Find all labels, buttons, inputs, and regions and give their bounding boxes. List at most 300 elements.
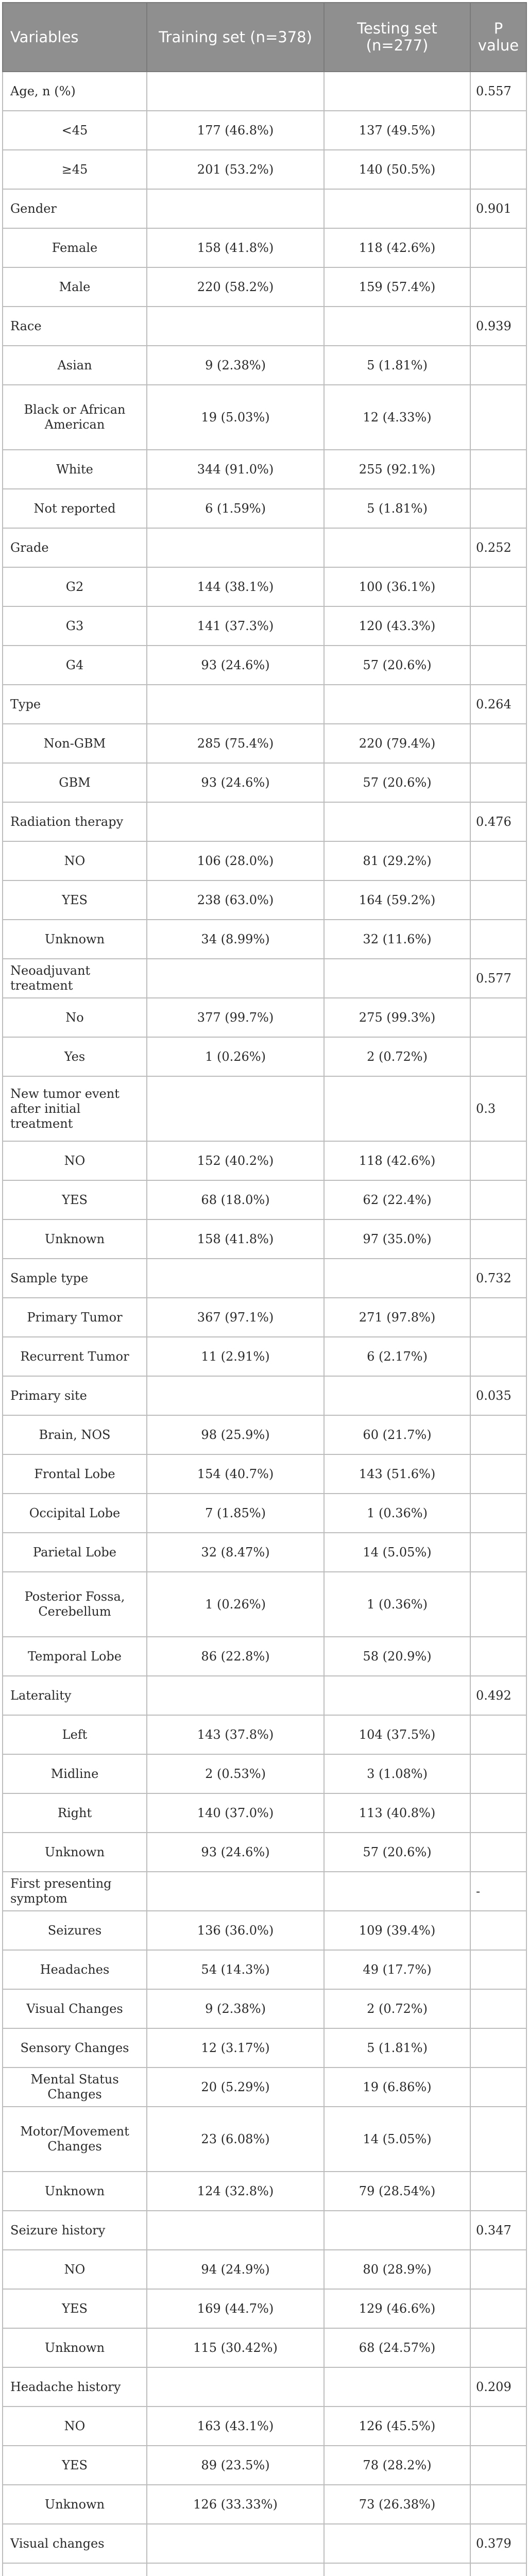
- variable-cell: Male: [3, 267, 147, 307]
- testing-cell: 118 (42.6%): [324, 1141, 470, 1180]
- training-cell: 177 (46.8%): [147, 111, 324, 150]
- p-value-cell: [470, 489, 526, 528]
- testing-cell: 32 (11.6%): [324, 920, 470, 959]
- section-row: [3, 189, 526, 228]
- p-value-cell: [470, 1950, 526, 1989]
- p-value-cell: [470, 920, 526, 959]
- variable-cell: Non-GBM: [3, 724, 147, 763]
- p-value-cell: [470, 763, 526, 802]
- testing-cell: 113 (40.8%): [324, 1793, 470, 1833]
- variable-cell: Unknown: [3, 2485, 147, 2524]
- variable-cell: Asian: [3, 346, 147, 385]
- p-value-cell: [470, 606, 526, 646]
- training-cell: 93 (24.6%): [147, 646, 324, 685]
- header-variables: Variables: [3, 3, 147, 72]
- p-value-cell: [470, 1337, 526, 1376]
- section-row: [3, 1872, 526, 1911]
- training-cell: 19 (5.03%): [147, 385, 324, 450]
- table-row: [3, 998, 526, 1037]
- testing-cell: 5 (1.81%): [324, 346, 470, 385]
- characteristics-table: [2, 2, 527, 2576]
- training-cell: 169 (44.7%): [147, 2289, 324, 2328]
- table-row: [3, 1911, 526, 1950]
- testing-cell: [324, 2524, 470, 2563]
- table-row: [3, 1337, 526, 1376]
- testing-cell: 60 (21.7%): [324, 1415, 470, 1454]
- testing-cell: 97 (35.0%): [324, 1219, 470, 1259]
- table-row: [3, 841, 526, 880]
- table-row: [3, 2446, 526, 2485]
- p-value-cell: [470, 2172, 526, 2211]
- training-cell: [147, 189, 324, 228]
- p-value-cell: [470, 1754, 526, 1793]
- variable-cell: Headache history: [3, 2367, 147, 2406]
- training-cell: 115 (30.42%): [147, 2328, 324, 2367]
- testing-cell: 109 (39.4%): [324, 1911, 470, 1950]
- table-row: [3, 567, 526, 606]
- variable-cell: [3, 2563, 147, 2576]
- variable-cell: Laterality: [3, 1676, 147, 1715]
- table-row: [3, 1833, 526, 1872]
- variable-cell: Primary Tumor: [3, 1298, 147, 1337]
- testing-cell: 1 (0.36%): [324, 1494, 470, 1533]
- training-cell: [147, 72, 324, 111]
- training-cell: [147, 2563, 324, 2576]
- testing-cell: [324, 2211, 470, 2250]
- variable-cell: Brain, NOS: [3, 1415, 147, 1454]
- variable-cell: Unknown: [3, 2328, 147, 2367]
- variable-cell: ≥45: [3, 150, 147, 189]
- testing-cell: 137 (49.5%): [324, 111, 470, 150]
- testing-cell: [324, 1872, 470, 1911]
- table-row: [3, 1793, 526, 1833]
- p-value-cell: [470, 1494, 526, 1533]
- table-row: [3, 646, 526, 685]
- p-value-cell: [470, 1533, 526, 1572]
- table-row: [3, 920, 526, 959]
- variable-cell: NO: [3, 841, 147, 880]
- testing-cell: 2 (0.72%): [324, 1037, 470, 1076]
- variable-cell: Yes: [3, 1037, 147, 1076]
- testing-cell: 78 (28.2%): [324, 2446, 470, 2485]
- variable-cell: Headaches: [3, 1950, 147, 1989]
- testing-cell: 6 (2.17%): [324, 1337, 470, 1376]
- table-row: [3, 2028, 526, 2067]
- p-value-cell: 0.492: [470, 1676, 526, 1715]
- testing-cell: 159 (57.4%): [324, 267, 470, 307]
- table-row: [3, 111, 526, 150]
- training-cell: 136 (36.0%): [147, 1911, 324, 1950]
- testing-cell: [324, 307, 470, 346]
- section-row: [3, 307, 526, 346]
- p-value-cell: [470, 1715, 526, 1754]
- variable-cell: Age, n (%): [3, 72, 147, 111]
- table-row: [3, 150, 526, 189]
- table-row: [3, 2172, 526, 2211]
- training-cell: 106 (28.0%): [147, 841, 324, 880]
- section-row: [3, 2524, 526, 2563]
- testing-cell: 57 (20.6%): [324, 763, 470, 802]
- p-value-cell: [470, 1793, 526, 1833]
- testing-cell: 57 (20.6%): [324, 646, 470, 685]
- variable-cell: Mental Status Changes: [3, 2067, 147, 2107]
- training-cell: 93 (24.6%): [147, 763, 324, 802]
- p-value-cell: [470, 646, 526, 685]
- table-row: [3, 385, 526, 450]
- table-row: [3, 346, 526, 385]
- testing-cell: 143 (51.6%): [324, 1454, 470, 1494]
- training-cell: [147, 1872, 324, 1911]
- section-row: [3, 528, 526, 567]
- p-value-cell: 0.379: [470, 2524, 526, 2563]
- table-row: [3, 2563, 526, 2576]
- testing-cell: 49 (17.7%): [324, 1950, 470, 1989]
- testing-cell: 80 (28.9%): [324, 2250, 470, 2289]
- training-cell: [147, 307, 324, 346]
- testing-cell: 120 (43.3%): [324, 606, 470, 646]
- training-cell: 12 (3.17%): [147, 2028, 324, 2067]
- table-row: [3, 1180, 526, 1219]
- p-value-cell: [470, 2028, 526, 2067]
- training-cell: 34 (8.99%): [147, 920, 324, 959]
- table-row: [3, 880, 526, 920]
- p-value-cell: [470, 2446, 526, 2485]
- variable-cell: Unknown: [3, 2172, 147, 2211]
- variable-cell: Unknown: [3, 1219, 147, 1259]
- p-value-cell: 0.476: [470, 802, 526, 841]
- testing-cell: 14 (5.05%): [324, 1533, 470, 1572]
- variable-cell: Seizure history: [3, 2211, 147, 2250]
- table-row: [3, 724, 526, 763]
- p-value-cell: [470, 1454, 526, 1494]
- table-row: [3, 2067, 526, 2107]
- table-header: [3, 3, 526, 72]
- variable-cell: Female: [3, 228, 147, 267]
- training-cell: 140 (37.0%): [147, 1793, 324, 1833]
- p-value-cell: [470, 1989, 526, 2028]
- training-cell: 32 (8.47%): [147, 1533, 324, 1572]
- training-cell: 6 (1.59%): [147, 489, 324, 528]
- p-value-cell: 0.252: [470, 528, 526, 567]
- p-value-cell: [470, 2485, 526, 2524]
- training-cell: 23 (6.08%): [147, 2107, 324, 2172]
- testing-cell: [324, 1076, 470, 1141]
- table-row: [3, 2289, 526, 2328]
- variable-cell: Radiation therapy: [3, 802, 147, 841]
- variable-cell: Gender: [3, 189, 147, 228]
- variable-cell: Recurrent Tumor: [3, 1337, 147, 1376]
- p-value-cell: [470, 346, 526, 385]
- variable-cell: Midline: [3, 1754, 147, 1793]
- p-value-cell: 0.035: [470, 1376, 526, 1415]
- variable-cell: YES: [3, 2446, 147, 2485]
- training-cell: [147, 1376, 324, 1415]
- training-cell: 220 (58.2%): [147, 267, 324, 307]
- table-row: [3, 1533, 526, 1572]
- testing-cell: 5 (1.81%): [324, 2028, 470, 2067]
- p-value-cell: [470, 2406, 526, 2446]
- p-value-cell: [470, 1911, 526, 1950]
- variable-cell: Left: [3, 1715, 147, 1754]
- p-value-cell: [470, 1219, 526, 1259]
- training-cell: 11 (2.91%): [147, 1337, 324, 1376]
- variable-cell: Sensory Changes: [3, 2028, 147, 2067]
- p-value-cell: 0.347: [470, 2211, 526, 2250]
- testing-cell: 19 (6.86%): [324, 2067, 470, 2107]
- testing-cell: [324, 685, 470, 724]
- variable-cell: G4: [3, 646, 147, 685]
- training-cell: [147, 959, 324, 998]
- training-cell: 54 (14.3%): [147, 1950, 324, 1989]
- variable-cell: <45: [3, 111, 147, 150]
- p-value-cell: [470, 1037, 526, 1076]
- training-cell: 158 (41.8%): [147, 1219, 324, 1259]
- header-row: [3, 3, 526, 72]
- section-row: [3, 2367, 526, 2406]
- testing-cell: 118 (42.6%): [324, 228, 470, 267]
- training-cell: 158 (41.8%): [147, 228, 324, 267]
- p-value-cell: [470, 1298, 526, 1337]
- training-cell: [147, 685, 324, 724]
- p-value-cell: 0.209: [470, 2367, 526, 2406]
- testing-cell: [324, 1376, 470, 1415]
- variable-cell: Unknown: [3, 920, 147, 959]
- table-row: [3, 1637, 526, 1676]
- p-value-cell: [470, 150, 526, 189]
- training-cell: 1 (0.26%): [147, 1037, 324, 1076]
- variable-cell: Unknown: [3, 1833, 147, 1872]
- testing-cell: [324, 1259, 470, 1298]
- testing-cell: 2 (0.72%): [324, 1989, 470, 2028]
- p-value-cell: 0.732: [470, 1259, 526, 1298]
- header-p-value: P value: [470, 3, 526, 72]
- header-testing-set: Testing set (n=277): [324, 3, 470, 72]
- table-row: [3, 2328, 526, 2367]
- p-value-cell: 0.939: [470, 307, 526, 346]
- p-value-cell: [470, 1833, 526, 1872]
- testing-cell: 104 (37.5%): [324, 1715, 470, 1754]
- p-value-cell: [470, 2250, 526, 2289]
- training-cell: 201 (53.2%): [147, 150, 324, 189]
- variable-cell: G3: [3, 606, 147, 646]
- training-cell: 144 (38.1%): [147, 567, 324, 606]
- testing-cell: 1 (0.36%): [324, 1572, 470, 1637]
- training-cell: [147, 2367, 324, 2406]
- p-value-cell: [470, 111, 526, 150]
- testing-cell: 220 (79.4%): [324, 724, 470, 763]
- testing-cell: 79 (28.54%): [324, 2172, 470, 2211]
- training-cell: 68 (18.0%): [147, 1180, 324, 1219]
- variable-cell: NO: [3, 2250, 147, 2289]
- variable-cell: Primary site: [3, 1376, 147, 1415]
- table-row: [3, 2250, 526, 2289]
- variable-cell: Occipital Lobe: [3, 1494, 147, 1533]
- variable-cell: Grade: [3, 528, 147, 567]
- variable-cell: YES: [3, 880, 147, 920]
- training-cell: 89 (23.5%): [147, 2446, 324, 2485]
- section-row: [3, 1676, 526, 1715]
- training-cell: 377 (99.7%): [147, 998, 324, 1037]
- variable-cell: NO: [3, 1141, 147, 1180]
- testing-cell: 100 (36.1%): [324, 567, 470, 606]
- variable-cell: Sample type: [3, 1259, 147, 1298]
- training-cell: [147, 1076, 324, 1141]
- testing-cell: 14 (5.05%): [324, 2107, 470, 2172]
- section-row: [3, 72, 526, 111]
- testing-cell: 5 (1.81%): [324, 489, 470, 528]
- p-value-cell: [470, 841, 526, 880]
- p-value-cell: [470, 1415, 526, 1454]
- variable-cell: Race: [3, 307, 147, 346]
- variable-cell: YES: [3, 2289, 147, 2328]
- table-row: [3, 1415, 526, 1454]
- section-row: [3, 1259, 526, 1298]
- variable-cell: Not reported: [3, 489, 147, 528]
- testing-cell: [324, 2367, 470, 2406]
- table-row: [3, 1494, 526, 1533]
- table-row: [3, 450, 526, 489]
- variable-cell: YES: [3, 1180, 147, 1219]
- header-training-set: Training set (n=378): [147, 3, 324, 72]
- table-row: [3, 2107, 526, 2172]
- table-row: [3, 1572, 526, 1637]
- training-cell: 163 (43.1%): [147, 2406, 324, 2446]
- p-value-cell: 0.3: [470, 1076, 526, 1141]
- training-cell: 86 (22.8%): [147, 1637, 324, 1676]
- training-cell: 1 (0.26%): [147, 1572, 324, 1637]
- p-value-cell: [470, 2289, 526, 2328]
- p-value-cell: [470, 2563, 526, 2576]
- table-row: [3, 1454, 526, 1494]
- p-value-cell: 0.577: [470, 959, 526, 998]
- training-cell: 285 (75.4%): [147, 724, 324, 763]
- variable-cell: No: [3, 998, 147, 1037]
- p-value-cell: [470, 267, 526, 307]
- table-row: [3, 606, 526, 646]
- training-cell: 143 (37.8%): [147, 1715, 324, 1754]
- p-value-cell: [470, 1141, 526, 1180]
- p-value-cell: [470, 2328, 526, 2367]
- training-cell: 126 (33.33%): [147, 2485, 324, 2524]
- training-cell: 344 (91.0%): [147, 450, 324, 489]
- training-cell: 9 (2.38%): [147, 346, 324, 385]
- testing-cell: 140 (50.5%): [324, 150, 470, 189]
- training-cell: [147, 2524, 324, 2563]
- p-value-cell: [470, 1572, 526, 1637]
- testing-cell: [324, 1676, 470, 1715]
- table-row: [3, 1989, 526, 2028]
- testing-cell: [324, 802, 470, 841]
- variable-cell: First presenting symptom: [3, 1872, 147, 1911]
- testing-cell: 81 (29.2%): [324, 841, 470, 880]
- table-row: [3, 1037, 526, 1076]
- training-cell: 141 (37.3%): [147, 606, 324, 646]
- section-row: [3, 802, 526, 841]
- testing-cell: [324, 72, 470, 111]
- p-value-cell: [470, 450, 526, 489]
- p-value-cell: [470, 385, 526, 450]
- p-value-cell: [470, 228, 526, 267]
- training-cell: 367 (97.1%): [147, 1298, 324, 1337]
- table-row: [3, 228, 526, 267]
- training-cell: 98 (25.9%): [147, 1415, 324, 1454]
- training-cell: [147, 1259, 324, 1298]
- variable-cell: Visual changes: [3, 2524, 147, 2563]
- p-value-cell: [470, 2067, 526, 2107]
- table-row: [3, 1950, 526, 1989]
- variable-cell: GBM: [3, 763, 147, 802]
- training-cell: [147, 2211, 324, 2250]
- p-value-cell: [470, 1180, 526, 1219]
- variable-cell: Motor/Movement Changes: [3, 2107, 147, 2172]
- section-row: [3, 2211, 526, 2250]
- p-value-cell: 0.901: [470, 189, 526, 228]
- training-cell: 124 (32.8%): [147, 2172, 324, 2211]
- testing-cell: 12 (4.33%): [324, 385, 470, 450]
- variable-cell: Seizures: [3, 1911, 147, 1950]
- testing-cell: [324, 528, 470, 567]
- table-body: [3, 72, 526, 2576]
- variable-cell: Posterior Fossa, Cerebellum: [3, 1572, 147, 1637]
- table-row: [3, 1141, 526, 1180]
- testing-cell: [324, 2563, 470, 2576]
- p-value-cell: [470, 567, 526, 606]
- table-row: [3, 489, 526, 528]
- table-row: [3, 1219, 526, 1259]
- table-row: [3, 2485, 526, 2524]
- training-cell: 238 (63.0%): [147, 880, 324, 920]
- testing-cell: 275 (99.3%): [324, 998, 470, 1037]
- section-row: [3, 959, 526, 998]
- variable-cell: NO: [3, 2406, 147, 2446]
- table-row: [3, 1298, 526, 1337]
- table-row: [3, 763, 526, 802]
- p-value-cell: [470, 2107, 526, 2172]
- testing-cell: [324, 189, 470, 228]
- training-cell: 9 (2.38%): [147, 1989, 324, 2028]
- training-cell: 94 (24.9%): [147, 2250, 324, 2289]
- variable-cell: Right: [3, 1793, 147, 1833]
- training-cell: [147, 528, 324, 567]
- variable-cell: G2: [3, 567, 147, 606]
- section-row: [3, 685, 526, 724]
- training-cell: [147, 1676, 324, 1715]
- training-cell: 20 (5.29%): [147, 2067, 324, 2107]
- p-value-cell: -: [470, 1872, 526, 1911]
- variable-cell: Temporal Lobe: [3, 1637, 147, 1676]
- training-cell: 154 (40.7%): [147, 1454, 324, 1494]
- table-row: [3, 267, 526, 307]
- training-cell: 93 (24.6%): [147, 1833, 324, 1872]
- variable-cell: Visual Changes: [3, 1989, 147, 2028]
- variable-cell: New tumor event after initial treatment: [3, 1076, 147, 1141]
- testing-cell: 68 (24.57%): [324, 2328, 470, 2367]
- table-row: [3, 1715, 526, 1754]
- variable-cell: White: [3, 450, 147, 489]
- table-row: [3, 1754, 526, 1793]
- p-value-cell: 0.557: [470, 72, 526, 111]
- testing-cell: 58 (20.9%): [324, 1637, 470, 1676]
- variable-cell: Black or African American: [3, 385, 147, 450]
- training-cell: 7 (1.85%): [147, 1494, 324, 1533]
- testing-cell: 255 (92.1%): [324, 450, 470, 489]
- p-value-cell: [470, 880, 526, 920]
- p-value-cell: [470, 724, 526, 763]
- testing-cell: 73 (26.38%): [324, 2485, 470, 2524]
- testing-cell: 57 (20.6%): [324, 1833, 470, 1872]
- section-row: [3, 1376, 526, 1415]
- section-row: [3, 1076, 526, 1141]
